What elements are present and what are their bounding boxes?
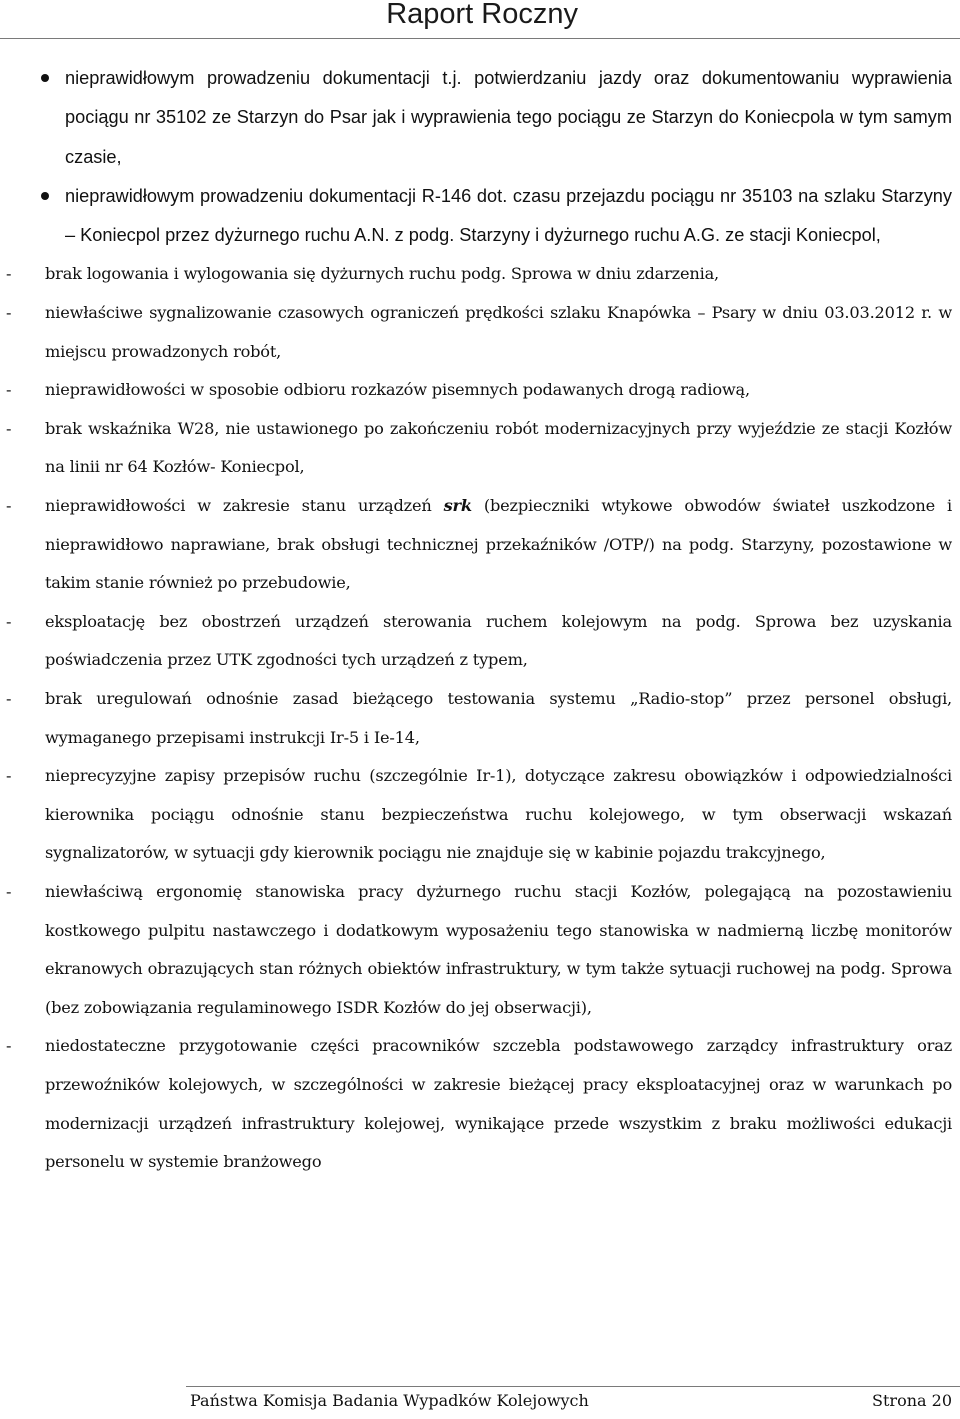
- dash-marker: -: [6, 303, 12, 323]
- list-item: [0, 410, 960, 487]
- list-item-text-part: nieprawidłowości w zakresie stanu urządzeń: [45, 496, 444, 516]
- list-item-text: niewłaściwe sygnalizowanie czasowych ograniczeń prędkości szlaku Knapówka – Psary w dniu 03.03.2012 r. w miejscu prowadzonych robót,: [45, 303, 952, 361]
- list-item-text: brak wskaźnika W28, nie ustawionego po zakończeniu robót modernizacyjnych przy wyjeździe ze stacji Kozłów na linii nr 64 Kozłów- Koniecpol,: [45, 418, 952, 477]
- bullet-text: nieprawidłowym prowadzeniu dokumentacji R-146 dot. czasu przejazdu pociągu nr 35103 na szlaku Starzyny – Koniecpol przez dyżurnego ruchu A.N. z podg. Starzyny i dyżurnego ruchu A.G. ze stacji Koniecpol,: [65, 185, 952, 246]
- list-item-text: nieprecyzyjne zapisy przepisów ruchu (szczególnie Ir-1), dotyczące zakresu obowiązków i odpowiedzialności kierownika pociągu odnośnie stanu bezpieczeństwa ruchu kolejowego, w tym obserwacji wskazań sygnalizatorów, w sytuacji gdy kierownik pociągu nie znajduje się w kabinie pojazdu trakcyjnego,: [45, 766, 952, 863]
- bullet-marker: [41, 192, 49, 200]
- list-item-text: niewłaściwą ergonomię stanowiska pracy dyżurnego ruchu stacji Kozłów, polegającą na pozostawieniu kostkowego pulpitu nastawczego i dodatkowym wyposażeniu tego stanowiska w nadmierną liczbę monitorów ekranowych obrazujących stan różnych obiektów infrastruktury, w tym także sytuacji ruchowej na podg. Sprowa (bez zobowiązania regulaminowego ISDR Kozłów do jej obserwacji),: [45, 881, 952, 1017]
- bullet-item: [0, 59, 960, 177]
- footer-divider: [186, 1386, 960, 1387]
- list-item-text: nieprawidłowości w sposobie odbioru rozkazów pisemnych podawanych drogą radiową,: [45, 380, 750, 400]
- dash-marker: -: [6, 881, 12, 901]
- list-item-text: [45, 487, 952, 603]
- header-divider: [0, 38, 960, 39]
- dash-marker: -: [6, 418, 12, 438]
- page-number: Strona 20: [872, 1391, 952, 1410]
- list-item: [0, 487, 960, 603]
- list-item-text: brak uregulowań odnośnie zasad bieżącego testowania systemu „Radio-stop” przez personel obsługi, wymaganego przepisami instrukcji Ir-5 i Ie-14,: [45, 689, 952, 747]
- dash-marker: -: [6, 1036, 12, 1056]
- bullet-item: [0, 177, 960, 256]
- list-item-text: eksploatację bez obostrzeń urządzeń sterowania ruchem kolejowym na podg. Sprowa bez uzyskania poświadczenia przez UTK zgodności tych urządzeń z typem,: [45, 611, 952, 670]
- dash-marker: -: [6, 264, 12, 284]
- footer-organization: Państwa Komisja Badania Wypadków Kolejowych: [190, 1391, 589, 1410]
- list-item: [0, 873, 960, 1027]
- dash-marker: -: [6, 611, 12, 631]
- dash-marker: -: [6, 496, 12, 516]
- emphasis-srk: srk: [443, 496, 472, 516]
- list-item: [0, 371, 960, 410]
- dash-marker: -: [6, 689, 12, 709]
- document-body: [0, 59, 960, 1182]
- list-item: [0, 1027, 960, 1181]
- list-item-text-part: (bezpieczniki wtykowe obwodów świateł uszkodzone i nieprawidłowo naprawiane, brak obsługi technicznej przekaźników /OTP/) na podg. Starzyny, pozostawione w takim stanie również po przebudowie,: [45, 496, 952, 593]
- list-item: [0, 603, 960, 680]
- list-item-text: brak logowania i wylogowania się dyżurnych ruchu podg. Sprowa w dniu zdarzenia,: [45, 264, 719, 284]
- dash-marker: -: [6, 766, 12, 786]
- bullet-text: nieprawidłowym prowadzeniu dokumentacji t.j. potwierdzaniu jazdy oraz dokumentowaniu wyprawienia pociągu nr 35102 ze Starzyn do Psar jak i wyprawienia tego pociągu ze Starzyn do Koniecpola w tym samym czasie,: [65, 68, 952, 167]
- dash-marker: -: [6, 380, 12, 400]
- report-title: Raport Roczny: [386, 0, 578, 30]
- list-item-text: niedostateczne przygotowanie części pracowników szczebla podstawowego zarządcy infrastruktury oraz przewoźników kolejowych, w szczególności w zakresie bieżącej pracy eksploatacyjnej oraz w warunkach po modernizacji urządzeń infrastruktury kolejowej, wynikające przede wszystkim z braku możliwości edukacji personelu w systemie branżowego: [45, 1036, 952, 1172]
- list-item: [0, 680, 960, 757]
- list-item: [0, 757, 960, 873]
- list-item: [0, 255, 960, 294]
- list-item: [0, 294, 960, 371]
- bullet-marker: [41, 74, 49, 82]
